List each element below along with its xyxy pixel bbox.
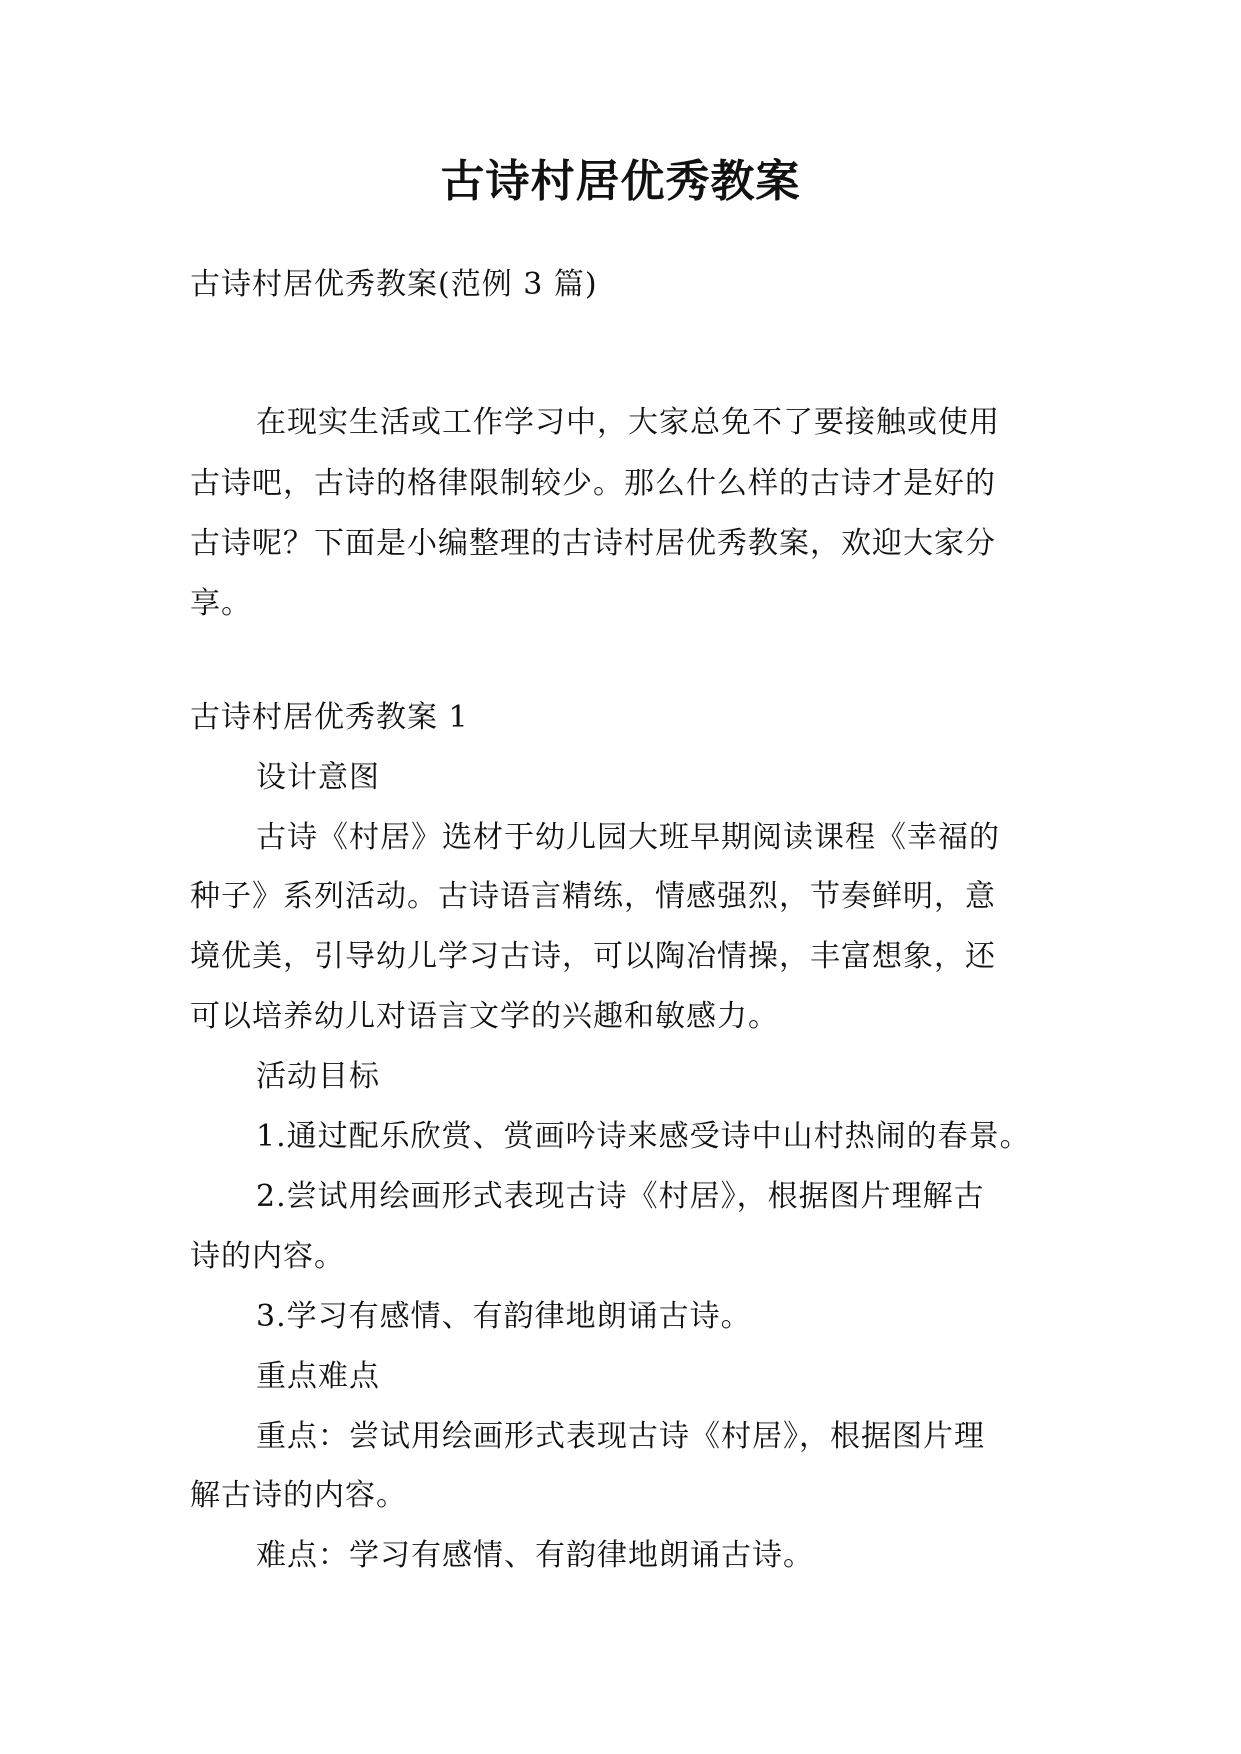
intro-line-4: 享。 bbox=[190, 586, 252, 621]
key-point-line-1: 重点：尝试用绘画形式表现古诗《村居》，根据图片理 bbox=[256, 1419, 985, 1454]
goal-2-line-1: 2.尝试用绘画形式表现古诗《村居》，根据图片理解古 bbox=[256, 1179, 985, 1214]
intro-line-1: 在现实生活或工作学习中，大家总免不了要接触或使用 bbox=[256, 405, 1000, 440]
goal-2-line-2: 诗的内容。 bbox=[190, 1239, 345, 1274]
intro-line-3: 古诗呢？下面是小编整理的古诗村居优秀教案，欢迎大家分 bbox=[190, 526, 996, 561]
design-heading: 设计意图 bbox=[256, 760, 380, 795]
document-subtitle: 古诗村居优秀教案(范例 3 篇) bbox=[190, 267, 598, 302]
goal-1: 1.通过配乐欣赏、赏画吟诗来感受诗中山村热闹的春景。 bbox=[256, 1119, 1031, 1154]
design-line-1: 古诗《村居》选材于幼儿园大班早期阅读课程《幸福的 bbox=[256, 820, 1000, 855]
design-line-3: 境优美，引导幼儿学习古诗，可以陶冶情操，丰富想象，还 bbox=[190, 939, 996, 974]
key-point-line-2: 解古诗的内容。 bbox=[190, 1478, 407, 1513]
goals-heading: 活动目标 bbox=[256, 1059, 380, 1094]
intro-line-2: 古诗吧，古诗的格律限制较少。那么什么样的古诗才是好的 bbox=[190, 466, 996, 501]
difficulty-point: 难点：学习有感情、有韵律地朗诵古诗。 bbox=[256, 1538, 814, 1573]
section-heading: 古诗村居优秀教案 1 bbox=[190, 700, 469, 735]
key-heading: 重点难点 bbox=[256, 1359, 380, 1394]
document-title: 古诗村居优秀教案 bbox=[440, 156, 801, 207]
goal-3: 3.学习有感情、有韵律地朗诵古诗。 bbox=[256, 1299, 752, 1334]
design-line-2: 种子》系列活动。古诗语言精练，情感强烈，节奏鲜明，意 bbox=[190, 879, 996, 914]
design-line-4: 可以培养幼儿对语言文学的兴趣和敏感力。 bbox=[190, 999, 779, 1034]
